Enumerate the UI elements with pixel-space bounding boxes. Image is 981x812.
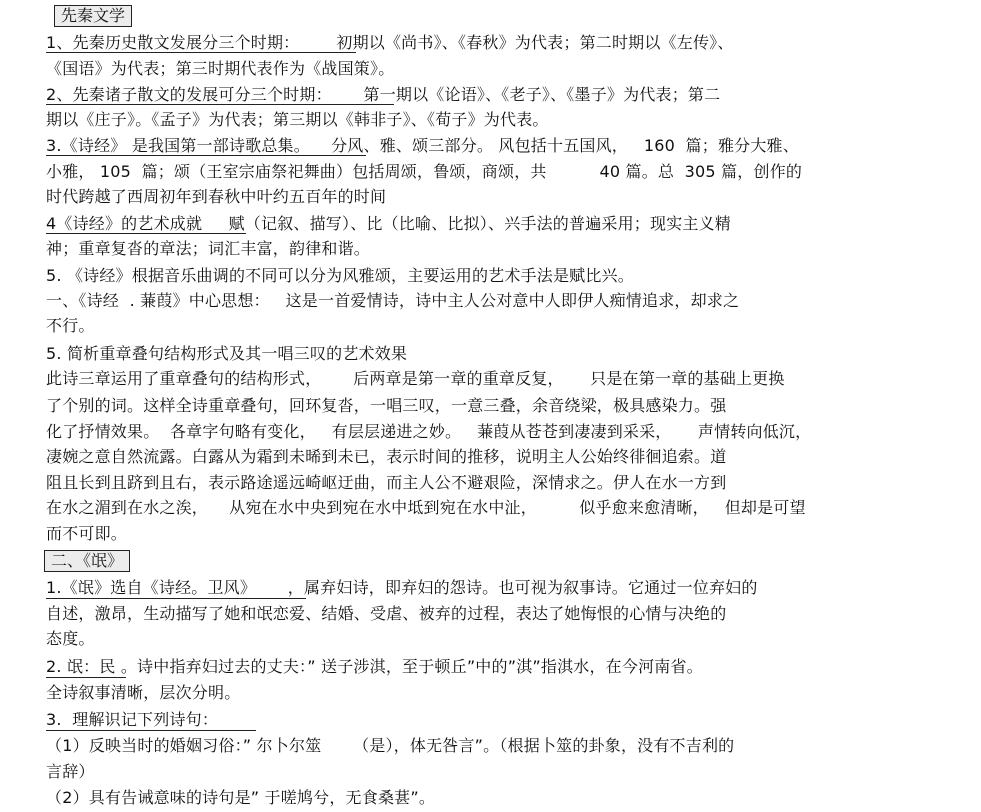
text-line: 此诗三章运用了重章叠句的结构形式， 后两章是第一章的重章反复， 只是在第一章的基础上更换 [46, 369, 785, 388]
text-line: 凄婉之意自然流露。白露从为霜到未晞到未已，表示时间的推移，说明主人公始终徘徊追索。道 [46, 447, 727, 466]
text-line: 2、先秦诸子散文的发展可分三个时期： 第一期以《论语》、《老子》、《墨子》为代表；第二 [46, 85, 721, 104]
section-title-pre-qin: 先秦文学 [54, 5, 132, 27]
text-line: 4《诗经》的艺术成就 赋（记叙、描写）、比（比喻、比拟）、兴手法的普遍采用；现实主义精 [46, 214, 732, 233]
text-line: 3.《诗经》 是我国第一部诗歌总集。 分风、雅、颂三部分。 风包括十五国风， 160 篇；雅分大雅、 [46, 136, 799, 155]
underline [46, 104, 394, 105]
section-title-mang: 二、《氓》 [44, 550, 130, 572]
text-line: 1.《氓》选自《诗经。卫风》 ，属弃妇诗，即弃妇的怨诗。也可视为叙事诗。它通过一位弃妇的 [46, 578, 758, 597]
text-line: 言辞） [46, 762, 95, 781]
underline [46, 233, 246, 234]
text-line: 一、《诗经 . 蒹葭》中心思想： 这是一首爱情诗，诗中主人公对意中人即伊人痴情追求，却求之 [46, 291, 740, 310]
underline [46, 730, 256, 731]
text-line: 小雅， 105 篇；颂（王室宗庙祭祀舞曲）包括周颂，鲁颂，商颂，共 40 篇。总 305 篇，创作的 [46, 162, 803, 181]
text-line: 《国语》为代表；第三时期代表作为《战国策》。 [46, 59, 395, 78]
text-line: 在水之湄到在水之涘， 从宛在水中央到宛在水中坻到宛在水中沚， 似乎愈来愈清晰， 但却是可望 [46, 498, 806, 517]
text-line: 阻且长到且跻到且右，表示路途遥远崎岖迂曲，而主人公不避艰险，深情求之。伊人在水一方到 [46, 473, 727, 492]
text-line: 全诗叙事清晰，层次分明。 [46, 683, 241, 702]
text-line: 态度。 [46, 629, 95, 648]
text-line: 了个别的词。这样全诗重章叠句，回环复沓，一唱三叹，一意三叠，余音绕梁，极具感染力。强 [46, 396, 727, 415]
underline [46, 155, 366, 156]
text-line: 自述，激昂，生动描写了她和氓恋爱、结婚、受虐、被弃的过程，表达了她悔恨的心情与决绝的 [46, 604, 727, 623]
text-line: 5. 简析重章叠句结构形式及其一唱三叹的艺术效果 [46, 344, 408, 363]
text-line: 1、先秦历史散文发展分三个时期： 初期以《尚书》、《春秋》为代表；第二时期以《左传》、 [46, 33, 734, 52]
text-line: 不行。 [46, 316, 95, 335]
text-line: 化了抒情效果。 各章字句略有变化， 有层层递进之妙。 蒹葭从苍苍到凄凄到采采， 声情转向低沉， [46, 422, 812, 441]
text-line: 3. 理解识记下列诗句： [46, 710, 219, 729]
underline [46, 677, 126, 678]
text-line: 期以《庄子》。《孟子》为代表；第三期以《韩非子》、《荀子》为代表。 [46, 110, 549, 129]
underline [46, 52, 356, 53]
text-line: 时代跨越了西周初年到春秋中叶约五百年的时间 [46, 187, 387, 206]
text-line: 2. 氓：民 。诗中指弃妇过去的丈夫：” 送子涉淇，至于顿丘”中的”淇”指淇水，在今河南省。 [46, 657, 703, 676]
text-line: 而不可即。 [46, 524, 128, 543]
text-line: （2）具有告诫意味的诗句是” 于嗟鸠兮，无食桑葚”。 [46, 788, 436, 807]
text-line: 神；重章复沓的章法；词汇丰富，韵律和谐。 [46, 239, 371, 258]
text-line: 5. 《诗经》根据音乐曲调的不同可以分为风雅颂，主要运用的艺术手法是赋比兴。 [46, 266, 634, 285]
text-line: （1）反映当时的婚姻习俗：” 尔卜尔筮 （是），体无咎言”。（根据卜筮的卦象，没有不吉利的 [46, 736, 735, 755]
underline [46, 598, 306, 599]
